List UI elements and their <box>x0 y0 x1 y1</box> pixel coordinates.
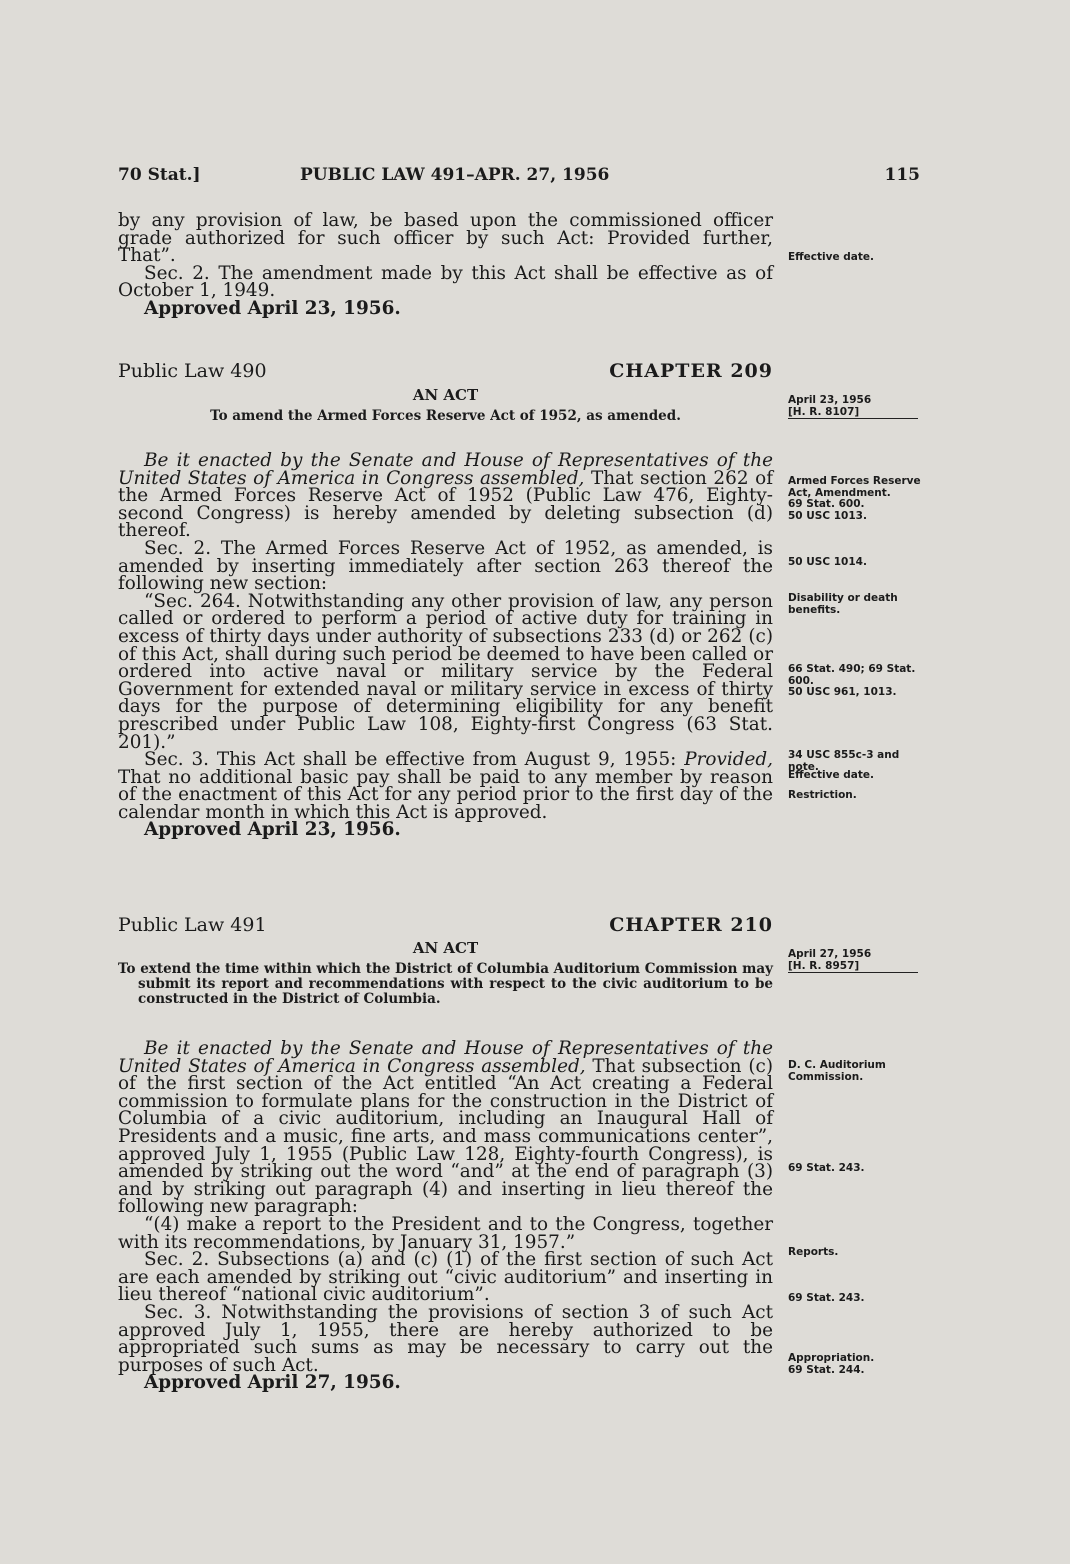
margin-note-effective-date: Effective date. <box>788 769 874 781</box>
law-490-chapter: CHAPTER 209 <box>609 360 773 382</box>
law-490-section-264: “Sec. 264. Notwithstanding any other provision of law, any person called or ordered to perform a period of active duty for training in excess of thirty days under authority of subsections 233 (d) or 262 (c) of this Act, shall during such period be deemed to have been called or ordered into active naval or military service by the Federal Government for extended naval or military service in excess of thirty days for the purpose of determining eligibility for any benefit prescribed under Public Law 108, Eighty-first Congress (63 Stat. 201).” <box>118 590 773 753</box>
continuation-section-2: Sec. 2. The amendment made by this Act shall be effective as of October 1, 1949. <box>118 262 773 302</box>
provided-word: Provided, <box>684 749 773 771</box>
law-490-section-3-b: That no additional basic pay shall be paid to any member by reason of the enactment of this Act for any period prior to the first day of the calendar month in which this Act is approved. <box>118 766 773 823</box>
margin-note-law-490-dates <box>788 395 923 419</box>
law-491-act-label: AN ACT <box>412 939 479 957</box>
law-491-name: Public Law 491 <box>118 914 267 936</box>
running-header <box>118 165 920 191</box>
citation-note: 50 USC 1013. <box>788 509 867 522</box>
law-490-section-3-a: Sec. 3. This Act shall be effective from August 9, 1955: <box>144 749 677 771</box>
margin-note-reports: Reports. <box>788 1246 839 1258</box>
law-491-section-3: Sec. 3. Notwithstanding the provisions of section 3 of such Act approved July 1, 1955, there are hereby authorized to be appropriated such sums as may be necessary to carry out the purposes of such Act. <box>118 1301 773 1376</box>
topic-note: Armed Forces Reserve Act, Amendment. <box>788 475 921 499</box>
law-491-paragraph-4: “(4) make a report to the President and to the Congress, together with its recommendations, by January 31, 1957.” <box>118 1213 773 1253</box>
law-491-section-1-text: That subsection (c) of the first section of the Act entitled “An Act creating a Federal commission to formulate plans for the construction in the District of Columbia of a civic auditorium, including an Inaugural Hall of Presidents and a music, fine arts, and mass communications center”, approved July 1, 1955 (Public Law 128, Eighty-fourth Congress), is amended by striking out the word “and” at the end of paragraph (3) and by striking out paragraph (4) and inserting in lieu thereof the following new paragraph: <box>118 1055 773 1218</box>
law-490-act-label: AN ACT <box>412 386 479 404</box>
margin-note-appropriation <box>788 1353 923 1376</box>
topic-note: Appropriation. <box>788 1352 875 1364</box>
margin-note-disability: Disability or death benefits. <box>788 592 898 616</box>
approval-date-note: April 27, 1956 <box>788 948 872 960</box>
law-490-section-3 <box>118 751 773 821</box>
law-491-heading <box>118 914 773 938</box>
citation-note: 69 Stat. 244. <box>788 1363 865 1376</box>
law-490-body <box>118 452 773 839</box>
bill-number-note: [H. R. 8107] <box>788 407 918 420</box>
running-title: PUBLIC LAW 491–APR. 27, 1956 <box>300 165 610 185</box>
margin-note-citation: 69 Stat. 243. <box>788 1162 865 1174</box>
citation-note: 50 USC 961, 1013. <box>788 686 897 698</box>
bill-number-note: [H. R. 8957] <box>788 961 918 974</box>
page-number: 115 <box>884 165 920 185</box>
law-491-chapter: CHAPTER 210 <box>609 914 773 936</box>
law-491-purpose: To extend the time within which the District of Columbia Auditorium Commission may submit its report and recommendations with respect to the civic auditorium to be constructed in the District of Columbia. <box>118 961 773 1007</box>
continuation-text <box>118 212 773 318</box>
approval-date-note: April 23, 1956 <box>788 394 872 406</box>
margin-note-effective-date: Effective date. <box>788 251 874 263</box>
approval-line: Approved April 27, 1956. <box>144 1372 401 1394</box>
law-490-purpose: To amend the Armed Forces Reserve Act of 1952, as amended. <box>210 408 681 424</box>
law-490-section-1 <box>118 452 773 540</box>
continuation-paragraph: by any provision of law, be based upon the commissioned officer grade authorized for such officer by such Act: Provided further, That”. <box>118 210 773 267</box>
enacting-clause: Be it enacted by the Senate and House of Representatives of the United States of America in Congress assembled, <box>118 1038 773 1077</box>
margin-note-citation: 69 Stat. 243. <box>788 1292 865 1304</box>
volume-citation: 70 Stat.] <box>118 165 201 185</box>
margin-note-law-491-dates <box>788 949 923 973</box>
law-491-section-1 <box>118 1040 773 1216</box>
margin-note-citations <box>788 664 923 699</box>
approval-line: Approved April 23, 1956. <box>144 297 401 319</box>
approval-line: Approved April 23, 1956. <box>144 819 401 841</box>
margin-note-citation: 34 USC 855c-3 and note. <box>788 749 900 773</box>
margin-note-armed-forces <box>788 476 923 522</box>
law-491-body <box>118 1040 773 1392</box>
enacting-clause: Be it enacted by the Senate and House of Representatives of the United States of America in Congress assembled, <box>118 450 773 489</box>
margin-note-citation: 50 USC 1014. <box>788 556 867 568</box>
law-490-heading <box>118 360 773 384</box>
law-491-section-2: Sec. 2. Subsections (a) and (c) (1) of the first section of such Act are each amended by striking out “civic auditorium” and inserting in lieu thereof “national civic auditorium”. <box>118 1249 773 1306</box>
law-490-name: Public Law 490 <box>118 360 267 382</box>
law-490-section-2: Sec. 2. The Armed Forces Reserve Act of 1952, as amended, is amended by inserting immediately after section 263 thereof the following new section: <box>118 537 773 595</box>
law-490-section-1-text: That section 262 of the Armed Forces Reserve Act of 1952 (Public Law 476, Eighty-second Congress) is hereby amended by deleting subsection (d) thereof. <box>118 467 773 542</box>
citation-note: 66 Stat. 490; 69 Stat. 600. <box>788 663 916 687</box>
margin-note-restriction: Restriction. <box>788 789 857 801</box>
margin-note-dc-auditorium: D. C. Auditorium Commission. <box>788 1059 886 1083</box>
citation-note: 69 Stat. 600. <box>788 498 865 510</box>
